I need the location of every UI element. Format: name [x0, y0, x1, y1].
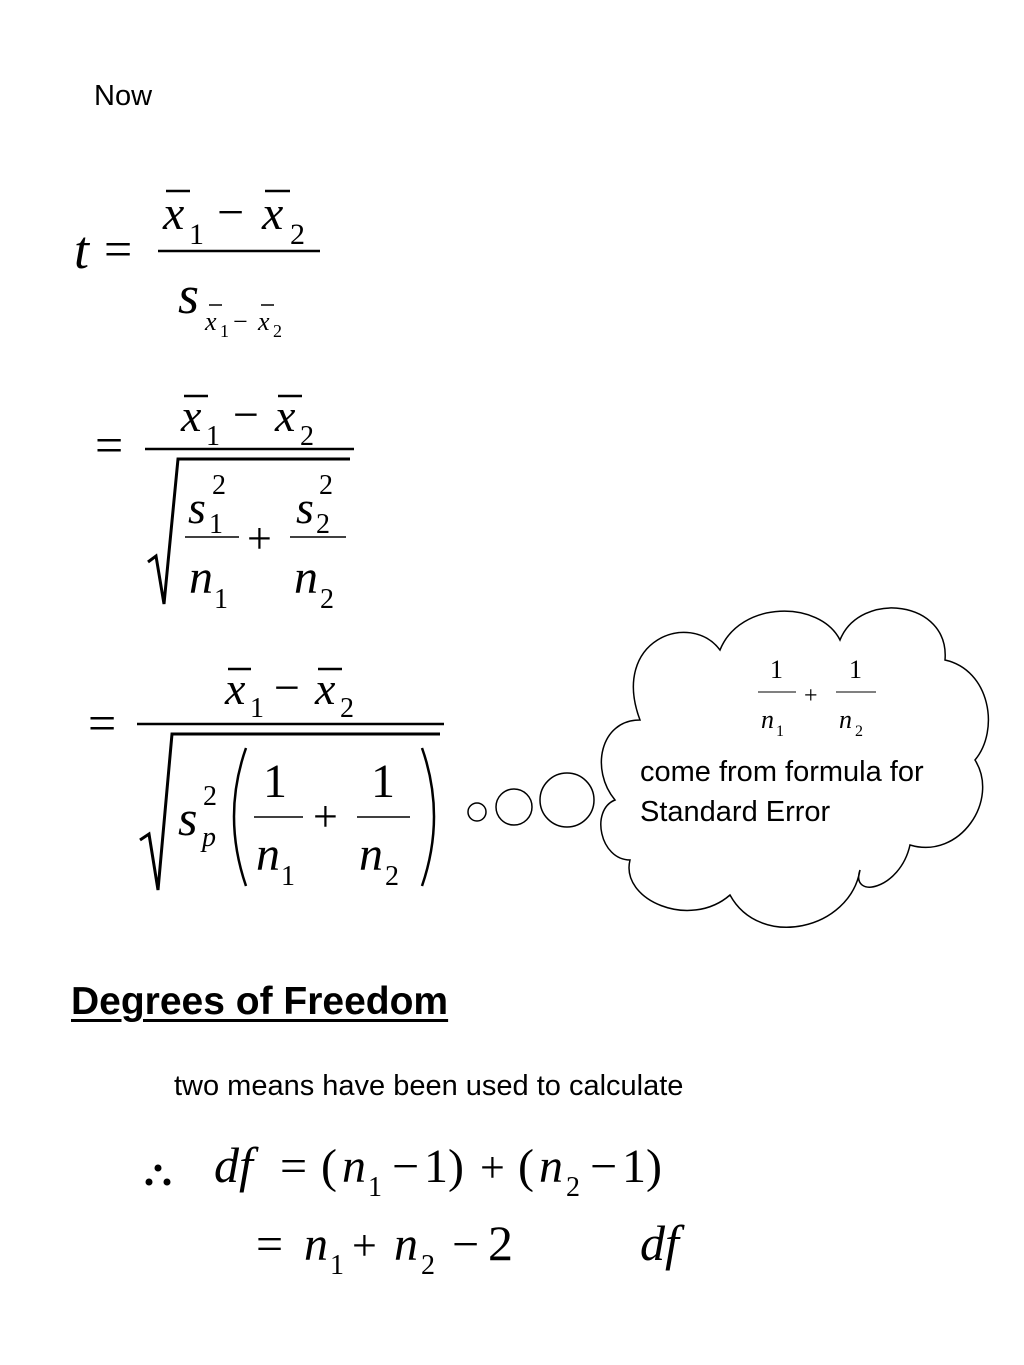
svg-text:+: + — [313, 792, 338, 841]
svg-text:(: ( — [321, 1140, 337, 1193]
svg-text:t: t — [74, 220, 90, 280]
svg-text:1): 1) — [424, 1140, 464, 1193]
svg-text:n: n — [304, 1218, 328, 1271]
svg-text:1: 1 — [776, 723, 784, 740]
svg-text:n: n — [761, 705, 774, 734]
t-definition-formula — [74, 186, 320, 341]
svg-text:1: 1 — [220, 321, 229, 341]
svg-text:2: 2 — [319, 470, 333, 501]
section-heading: Degrees of Freedom — [71, 980, 449, 1023]
svg-text:1: 1 — [849, 655, 862, 684]
thought-bubble-text — [640, 752, 924, 832]
svg-text:2: 2 — [300, 421, 314, 452]
svg-text:−: − — [233, 389, 259, 440]
se-expanded-formula — [95, 389, 354, 615]
svg-text:p: p — [202, 822, 216, 853]
svg-text:2: 2 — [273, 321, 282, 341]
svg-text:n: n — [256, 828, 280, 881]
svg-text:x: x — [181, 390, 202, 441]
svg-text:2: 2 — [203, 781, 217, 812]
bubble-line-2: Standard Error — [640, 796, 831, 828]
svg-text:x: x — [275, 390, 296, 441]
se-pooled-formula — [88, 662, 444, 892]
svg-text:2: 2 — [488, 1215, 513, 1271]
svg-text:2: 2 — [566, 1172, 580, 1203]
svg-text:n: n — [359, 828, 383, 881]
df-formula — [0, 1120, 1024, 1300]
df-line-2 — [256, 1215, 685, 1281]
svg-text:=: = — [104, 221, 133, 277]
svg-text:df: df — [214, 1137, 253, 1193]
svg-text:+: + — [480, 1143, 505, 1192]
svg-text:1: 1 — [206, 421, 220, 452]
svg-text:−: − — [217, 186, 245, 239]
svg-text:+: + — [804, 683, 818, 709]
svg-text:x: x — [258, 307, 270, 336]
df-line-1 — [146, 1137, 662, 1203]
svg-text:1: 1 — [770, 655, 783, 684]
svg-text:2: 2 — [320, 584, 334, 615]
svg-text:1: 1 — [263, 755, 287, 808]
svg-text:2: 2 — [340, 693, 354, 724]
explanation-text: two means have been used to calculate — [174, 1070, 684, 1102]
svg-text:=: = — [280, 1140, 308, 1193]
svg-text:1: 1 — [214, 584, 228, 615]
svg-text:1): 1) — [622, 1140, 662, 1193]
svg-text:s: s — [178, 265, 200, 325]
bubble-line-1: come from formula for — [640, 756, 924, 788]
svg-text:df: df — [640, 1215, 679, 1271]
svg-text:n: n — [839, 705, 852, 734]
svg-text:x: x — [163, 187, 185, 240]
svg-text:2: 2 — [212, 470, 226, 501]
svg-text:1: 1 — [281, 861, 295, 892]
svg-text:s: s — [178, 790, 198, 846]
svg-text:s: s — [188, 482, 206, 533]
svg-text:−: − — [452, 1218, 480, 1271]
svg-text:1: 1 — [368, 1172, 382, 1203]
svg-text:=: = — [256, 1218, 284, 1271]
svg-text:n: n — [342, 1140, 366, 1193]
svg-text:1: 1 — [330, 1250, 344, 1281]
svg-text:x: x — [315, 663, 336, 714]
svg-text:−: − — [392, 1140, 420, 1193]
svg-text:2: 2 — [316, 509, 330, 540]
svg-text:1: 1 — [371, 755, 395, 808]
svg-text:1: 1 — [209, 509, 223, 540]
svg-text:−: − — [233, 307, 248, 336]
svg-text:−: − — [274, 662, 300, 713]
svg-text:n: n — [189, 551, 213, 604]
svg-text:x: x — [205, 307, 217, 336]
svg-text:1: 1 — [250, 693, 264, 724]
svg-text:x: x — [225, 663, 246, 714]
svg-text:2: 2 — [385, 861, 399, 892]
svg-text:x: x — [262, 187, 284, 240]
svg-text:s: s — [296, 482, 314, 533]
svg-text:2: 2 — [855, 723, 863, 740]
svg-text:=: = — [95, 417, 124, 473]
svg-text:+: + — [352, 1221, 377, 1270]
svg-text:2: 2 — [290, 218, 305, 251]
intro-text: Now — [94, 80, 153, 112]
svg-text:n: n — [394, 1218, 418, 1271]
svg-text:−: − — [590, 1140, 618, 1193]
svg-text:=: = — [88, 695, 117, 751]
svg-text:(: ( — [518, 1140, 534, 1193]
svg-text:n: n — [539, 1140, 563, 1193]
svg-text:+: + — [247, 514, 272, 563]
svg-text:n: n — [294, 551, 318, 604]
svg-text:2: 2 — [421, 1250, 435, 1281]
svg-text:1: 1 — [189, 218, 204, 251]
